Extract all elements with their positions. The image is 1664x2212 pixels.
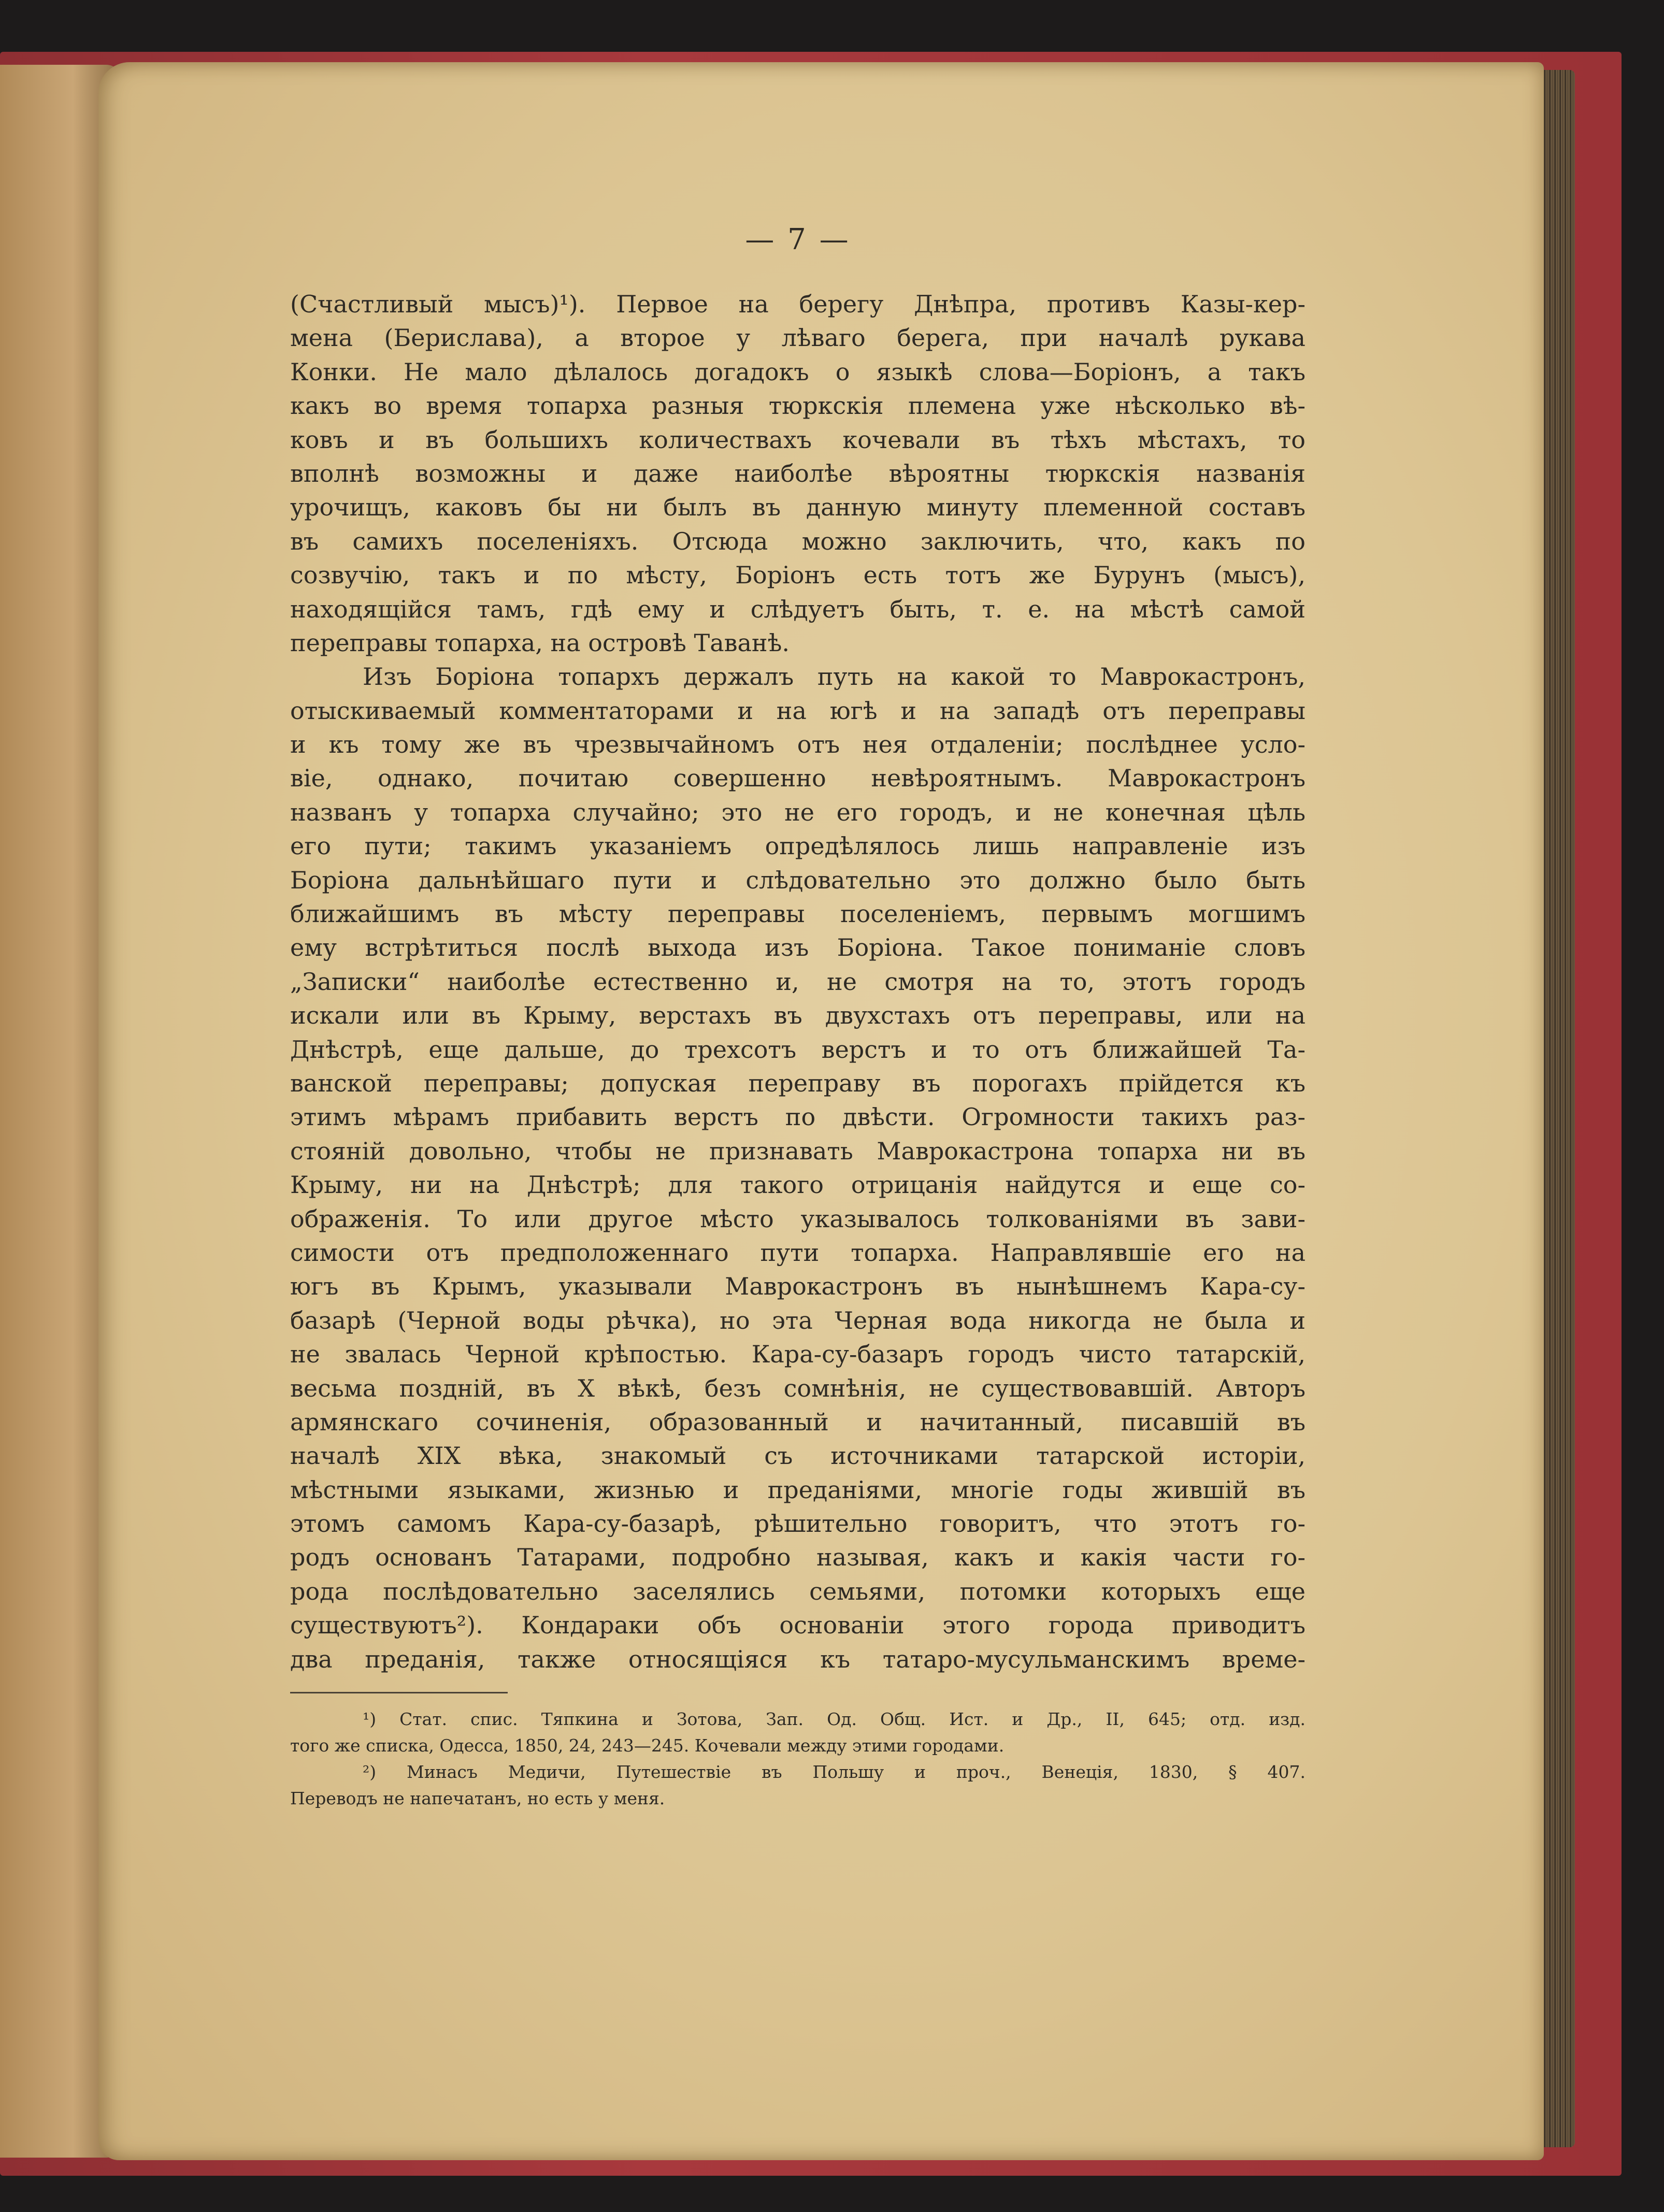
text-line: названъ у топарха случайно; это не его городъ, и не конечная цѣль [290, 798, 1306, 826]
text-line: армянскаго сочиненія, образованный и начитанный, писавшій въ [290, 1407, 1306, 1436]
text-line: Конки. Не мало дѣлалось догадокъ о языкѣ слова—Боріонъ, а такъ [290, 357, 1306, 386]
text-line: родъ основанъ Татарами, подробно называя, какъ и какія части го- [290, 1543, 1306, 1572]
text-line: Крыму, ни на Днѣстрѣ; для такого отрицанія найдутся и еще со- [290, 1171, 1306, 1199]
footnote-line: ¹) Стат. спис. Тяпкина и Зотова, Зап. Од. Общ. Ист. и Др., II, 645; отд. изд. [363, 1709, 1306, 1730]
text-line: віе, однако, почитаю совершенно невѣроятнымъ. Маврокастронъ [290, 764, 1306, 793]
text-line: этомъ самомъ Кара-су-базарѣ, рѣшительно говоритъ, что этотъ го- [290, 1510, 1306, 1538]
text-line: урочищъ, каковъ бы ни былъ въ данную минуту племенной составъ [290, 493, 1306, 522]
text-line: стояній довольно, чтобы не признавать Маврокастрона топарха ни въ [290, 1137, 1306, 1165]
footnote-divider [290, 1692, 508, 1693]
text-line: ему встрѣтиться послѣ выхода изъ Боріона. Такое пониманіе словъ [290, 933, 1306, 962]
text-line: ображенія. То или другое мѣсто указывалось толкованіями въ зави- [290, 1204, 1306, 1233]
text-line: Изъ Боріона топархъ держалъ путь на какой то Маврокастронъ, [363, 663, 1306, 691]
page-edges [1541, 70, 1575, 2147]
footnotes [290, 1706, 1306, 1812]
text-line: какъ во время топарха разныя тюркскія племена уже нѣсколько вѣ- [290, 392, 1306, 420]
page-number: — 7 — [745, 223, 851, 256]
text-line: мена (Берислава), а второе у лѣваго берега, при началѣ рукава [290, 324, 1306, 352]
footnote-line: Переводъ не напечатанъ, но есть у меня. [290, 1788, 665, 1809]
text-line: мѣстными языками, жизнью и преданіями, многіе годы жившій въ [290, 1475, 1306, 1504]
text-line: Боріона дальнѣйшаго пути и слѣдовательно это должно было быть [290, 866, 1306, 894]
text-line: отыскиваемый комментаторами и на югѣ и на западѣ отъ переправы [290, 696, 1306, 725]
body-text [290, 288, 1306, 1676]
text-line: вполнѣ возможны и даже наиболѣе вѣроятны тюркскія названія [290, 459, 1306, 487]
text-line: находящійся тамъ, гдѣ ему и слѣдуетъ быть, т. е. на мѣстѣ самой [290, 595, 1306, 623]
text-line: ковъ и въ большихъ количествахъ кочевали въ тѣхъ мѣстахъ, то [290, 425, 1306, 454]
text-line: искали или въ Крыму, верстахъ въ двухстахъ отъ переправы, или на [290, 1001, 1306, 1030]
text-line: этимъ мѣрамъ прибавить верстъ по двѣсти. Огромности такихъ раз- [290, 1103, 1306, 1131]
text-line: „Записки“ наиболѣе естественно и, не смотря на то, этотъ городъ [290, 967, 1306, 996]
text-line: (Счастливый мысъ)¹). Первое на берегу Днѣпра, противъ Казы-кер- [290, 290, 1306, 318]
footnote-line: ²) Минасъ Медичи, Путешествіе въ Польшу и проч., Венеція, 1830, § 407. [363, 1762, 1306, 1783]
text-line: рода послѣдовательно заселялись семьями, потомки которыхъ еще [290, 1577, 1306, 1605]
text-line: въ самихъ поселеніяхъ. Отсюда можно заключить, что, какъ по [290, 527, 1306, 555]
footnote-line: того же списка, Одесса, 1850, 24, 243—245. Кочевали между этими городами. [290, 1735, 1005, 1756]
text-line: югъ въ Крымъ, указывали Маврокастронъ въ нынѣшнемъ Кара-су- [290, 1272, 1306, 1301]
text-line: началѣ XIX вѣка, знакомый съ источниками татарской исторіи, [290, 1442, 1306, 1470]
text-line: Днѣстрѣ, еще дальше, до трехсотъ верстъ и то отъ ближайшей Та- [290, 1035, 1306, 1064]
text-line: базарѣ (Черной воды рѣчка), но эта Черная вода никогда не была и [290, 1306, 1306, 1334]
text-line: весьма поздній, въ X вѣкѣ, безъ сомнѣнія, не существовавшій. Авторъ [290, 1374, 1306, 1402]
text-line: симости отъ предположеннаго пути топарха. Направлявшіе его на [290, 1238, 1306, 1267]
text-line: не звалась Черной крѣпостью. Кара-су-базаръ городъ чисто татарскій, [290, 1340, 1306, 1369]
text-line: созвучію, такъ и по мѣсту, Боріонъ есть тотъ же Бурунъ (мысъ), [290, 561, 1306, 590]
text-line: и къ тому же въ чрезвычайномъ отъ нея отдаленіи; послѣднее усло- [290, 730, 1306, 759]
text-line: ванской переправы; допуская переправу въ порогахъ прійдется къ [290, 1069, 1306, 1097]
text-line: его пути; такимъ указаніемъ опредѣлялось лишь направленіе изъ [290, 832, 1306, 860]
text-line: ближайшимъ въ мѣсту переправы поселеніемъ, первымъ могшимъ [290, 900, 1306, 928]
page-text [290, 223, 1306, 1812]
text-line: существуютъ²). Кондараки объ основаніи этого города приводитъ [290, 1611, 1306, 1640]
text-line: два преданія, также относящіяся къ татаро-мусульманскимъ време- [290, 1645, 1306, 1673]
text-line: переправы топарха, на островѣ Таванѣ. [290, 628, 790, 657]
